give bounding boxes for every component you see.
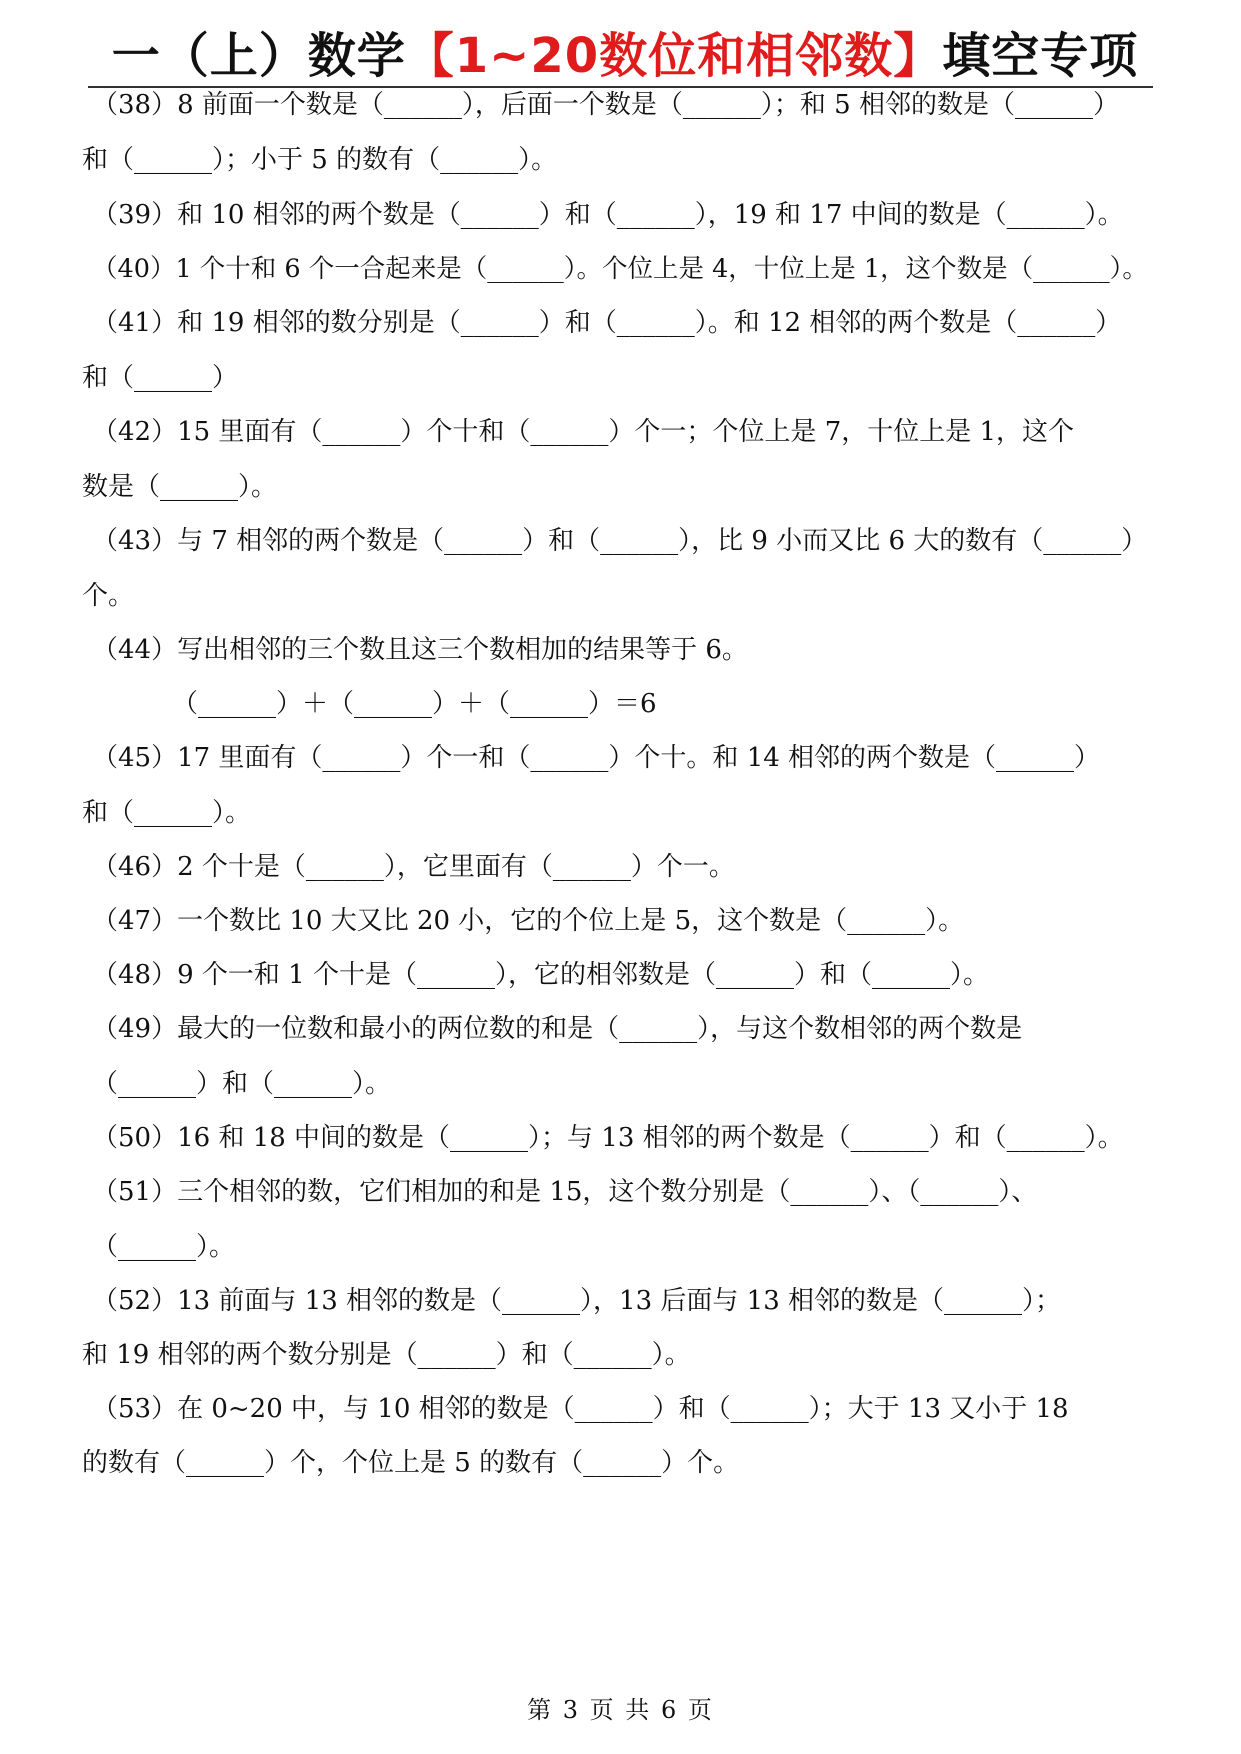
question-51-line-1: （51）三个相邻的数，它们相加的和是 15，这个数分别是（______）、（______）、 [92, 1177, 1038, 1207]
page-title [90, 14, 1160, 88]
question-49-line-2: （______）和（______）。 [92, 1069, 392, 1099]
question-52-line-2: 和 19 相邻的两个数分别是（______）和（______）。 [82, 1340, 691, 1370]
question-42-line-2: 数是（______）。 [82, 472, 278, 502]
question-39: （39）和 10 相邻的两个数是（______）和（______），19 和 17 中间的数是（______）。 [92, 200, 1124, 230]
question-53-line-2: 的数有（______）个，个位上是 5 的数有（______）个。 [82, 1448, 740, 1478]
question-48: （48）9 个一和 1 个十是（______），它的相邻数是（______）和（______）。 [92, 960, 989, 990]
title-topic: 【1~20数位和相邻数】 [405, 27, 943, 84]
question-44-equation: （______）＋（______）＋（______）＝6 [172, 689, 657, 719]
question-45-line-2: 和（______）。 [82, 798, 252, 828]
title-prefix: 一（上）数学 [111, 27, 406, 84]
question-41-line-2: 和（______） [82, 363, 239, 393]
question-52-line-1: （52）13 前面与 13 相邻的数是（______），13 后面与 13 相邻的数是（______）； [92, 1286, 1062, 1316]
question-46: （46）2 个十是（______），它里面有（______）个一。 [92, 852, 735, 882]
question-45-line-1: （45）17 里面有（______）个一和（______）个十。和 14 相邻的两个数是（______） [92, 743, 1101, 773]
question-40: （40）1 个十和 6 个一合起来是（______）。个位上是 4，十位上是 1，这个数是（______）。 [92, 254, 1148, 284]
title-suffix: 填空专项 [942, 27, 1139, 84]
question-50: （50）16 和 18 中间的数是（______）；与 13 相邻的两个数是（______）和（______）。 [92, 1123, 1124, 1153]
question-44: （44）写出相邻的三个数且这三个数相加的结果等于 6。 [92, 635, 748, 665]
question-42-line-1: （42）15 里面有（______）个十和（______）个一；个位上是 7，十位上是 1，这个 [92, 417, 1075, 447]
question-38-line-2: 和（______）；小于 5 的数有（______）。 [82, 145, 558, 175]
question-51-line-2: （______）。 [92, 1232, 236, 1262]
question-41-line-1: （41）和 19 相邻的数分别是（______）和（______）。和 12 相邻的两个数是（______） [92, 308, 1122, 338]
question-38-line-1: （38）8 前面一个数是（______），后面一个数是（______）；和 5 相邻的数是（______） [92, 90, 1119, 120]
question-43-line-1: （43）与 7 相邻的两个数是（______）和（______），比 9 小而又比 6 大的数有（______） [92, 526, 1148, 556]
question-49-line-1: （49）最大的一位数和最小的两位数的和是（______），与这个数相邻的两个数是 [92, 1014, 1023, 1044]
question-53-line-1: （53）在 0~20 中，与 10 相邻的数是（______）和（______）；大于 13 又小于 18 [92, 1394, 1069, 1424]
question-43-line-2: 个。 [82, 581, 135, 611]
question-47: （47）一个数比 10 大又比 20 小，它的个位上是 5，这个数是（______）。 [92, 906, 965, 936]
page-number: 第 3 页 共 6 页 [527, 1696, 714, 1724]
